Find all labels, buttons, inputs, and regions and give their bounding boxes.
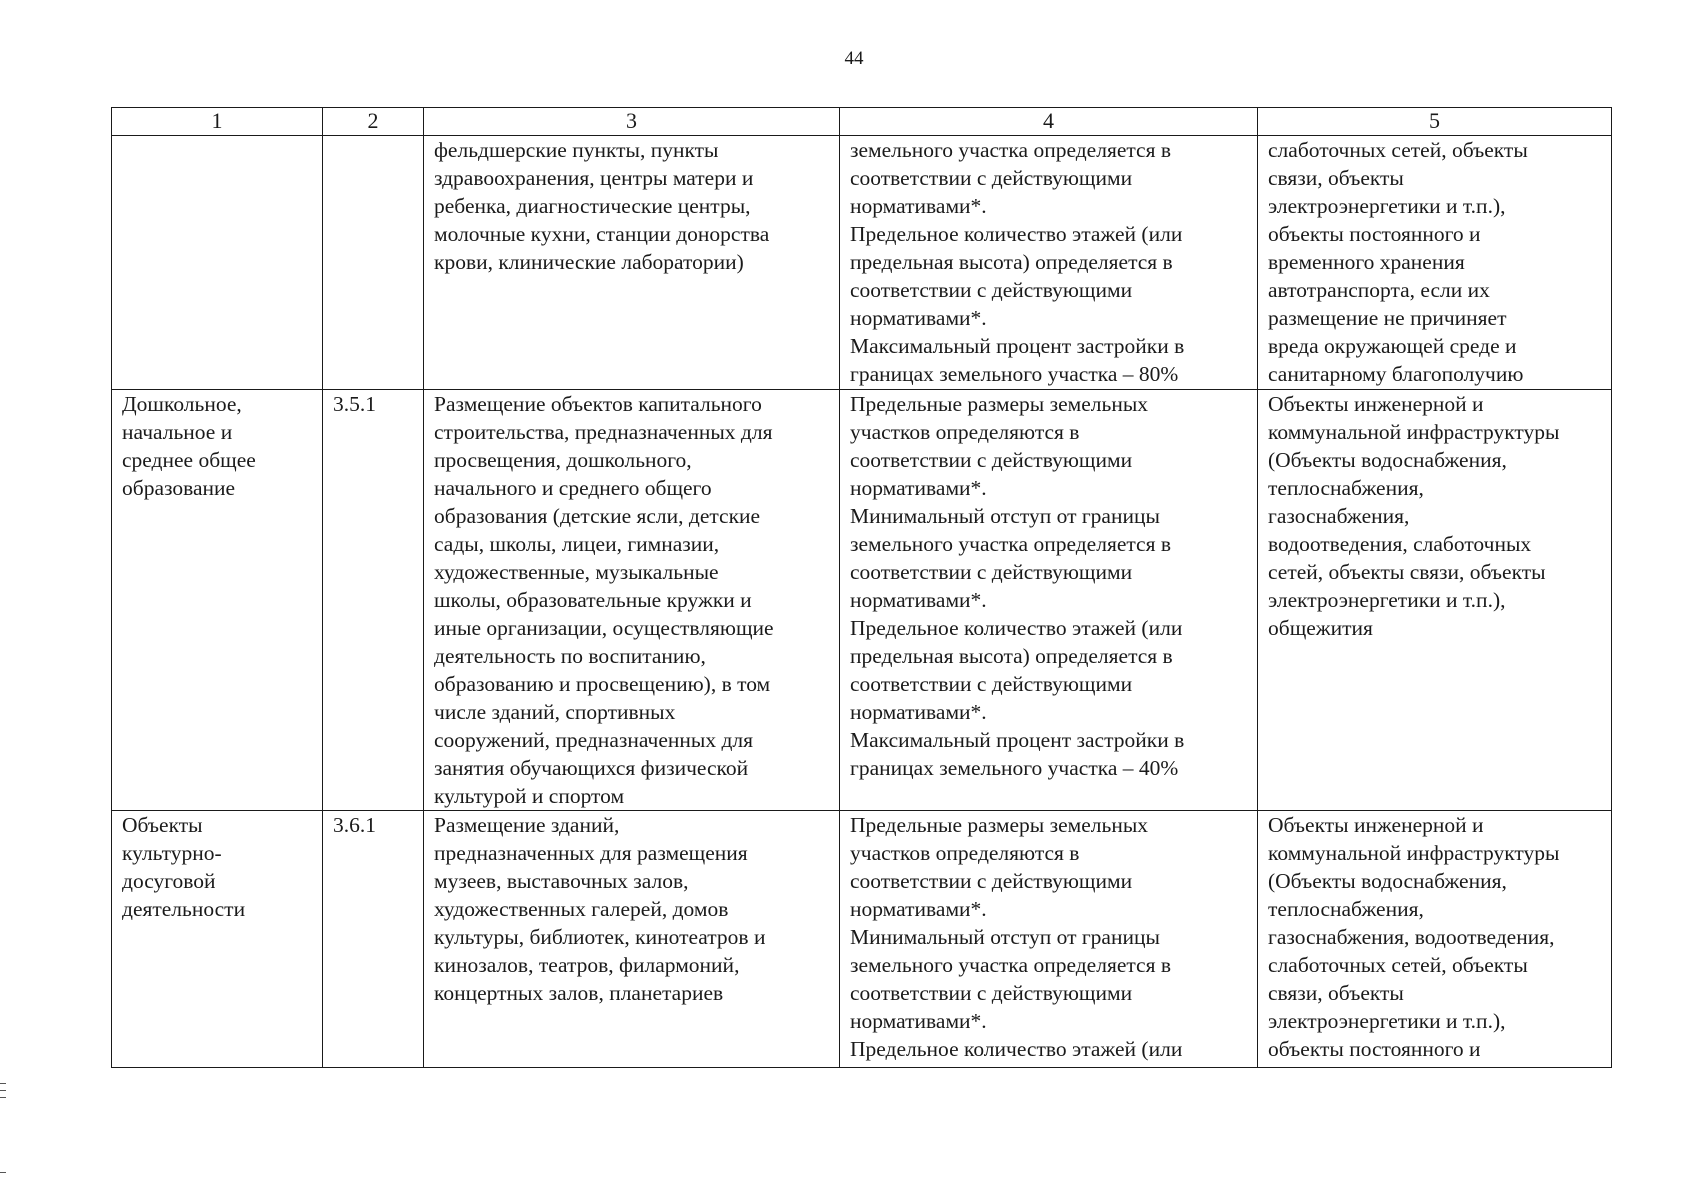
auxiliary-uses-cell: слаботочных сетей, объекты связи, объекты электроэнергетики и т.п.), объекты постоянного и временного хранения автотранспорта, если их размещение не причиняет вреда окружающей среде и санитарному благополучию bbox=[1258, 136, 1612, 390]
auxiliary-uses-cell: Объекты инженерной и коммунальной инфраструктуры (Объекты водоснабжения, теплоснабжения, газоснабжения, водоотведения, слаботочных сетей, объекты связи, объекты электроэнергетики и т.п.), общежития bbox=[1258, 390, 1612, 811]
scan-margin-mark bbox=[0, 1097, 6, 1098]
parameters-cell: Предельные размеры земельных участков определяются в соответствии с действующими нормативами*. Минимальный отступ от границы земельного участка определяется в соответствии с действующими нормативами*. Предельное количество этажей (или bbox=[840, 811, 1258, 1068]
table-row bbox=[112, 136, 1612, 390]
parameters-cell: земельного участка определяется в соответствии с действующими нормативами*. Предельное количество этажей (или предельная высота) определяется в соответствии с действующими нормативами*. Максимальный процент застройки в границах земельного участка – 80% bbox=[840, 136, 1258, 390]
scan-margin-mark bbox=[0, 1090, 6, 1091]
column-number-2: 2 bbox=[323, 108, 424, 136]
table-row bbox=[112, 390, 1612, 811]
use-type-name-cell bbox=[112, 136, 323, 390]
land-use-table bbox=[111, 107, 1612, 1068]
table-row bbox=[112, 811, 1612, 1068]
use-description-cell: Размещение объектов капитального строительства, предназначенных для просвещения, дошкольного, начального и среднего общего образования (детские ясли, детские сады, школы, лицеи, гимназии, художественные, музыкальные школы, образовательные кружки и иные организации, осуществляющие деятельность по воспитанию, образованию и просвещению), в том числе зданий, спортивных сооружений, предназначенных для занятия обучающихся физической культурой и спортом bbox=[424, 390, 840, 811]
column-number-5: 5 bbox=[1258, 108, 1612, 136]
auxiliary-uses-cell: Объекты инженерной и коммунальной инфраструктуры (Объекты водоснабжения, теплоснабжения, газоснабжения, водоотведения, слаботочных сетей, объекты связи, объекты электроэнергетики и т.п.), объекты постоянного и bbox=[1258, 811, 1612, 1068]
use-type-name-cell: Объекты культурно- досуговой деятельности bbox=[112, 811, 323, 1068]
use-type-code-cell: 3.6.1 bbox=[323, 811, 424, 1068]
column-number-4: 4 bbox=[840, 108, 1258, 136]
page-number: 44 bbox=[844, 48, 864, 69]
column-number-row bbox=[112, 108, 1612, 136]
scan-margin-mark bbox=[0, 1172, 6, 1173]
use-type-code-cell bbox=[323, 136, 424, 390]
use-description-cell: Размещение зданий, предназначенных для размещения музеев, выставочных залов, художественных галерей, домов культуры, библиотек, кинотеатров и кинозалов, театров, филармоний, концертных залов, планетариев bbox=[424, 811, 840, 1068]
use-type-code-cell: 3.5.1 bbox=[323, 390, 424, 811]
parameters-cell: Предельные размеры земельных участков определяются в соответствии с действующими нормативами*. Минимальный отступ от границы земельного участка определяется в соответствии с действующими нормативами*. Предельное количество этажей (или предельная высота) определяется в соответствии с действующими нормативами*. Максимальный процент застройки в границах земельного участка – 40% bbox=[840, 390, 1258, 811]
use-type-name-cell: Дошкольное, начальное и среднее общее образование bbox=[112, 390, 323, 811]
scan-margin-mark bbox=[0, 1083, 6, 1084]
column-number-1: 1 bbox=[112, 108, 323, 136]
use-description-cell: фельдшерские пункты, пункты здравоохранения, центры матери и ребенка, диагностические центры, молочные кухни, станции донорства крови, клинические лаборатории) bbox=[424, 136, 840, 390]
column-number-3: 3 bbox=[424, 108, 840, 136]
